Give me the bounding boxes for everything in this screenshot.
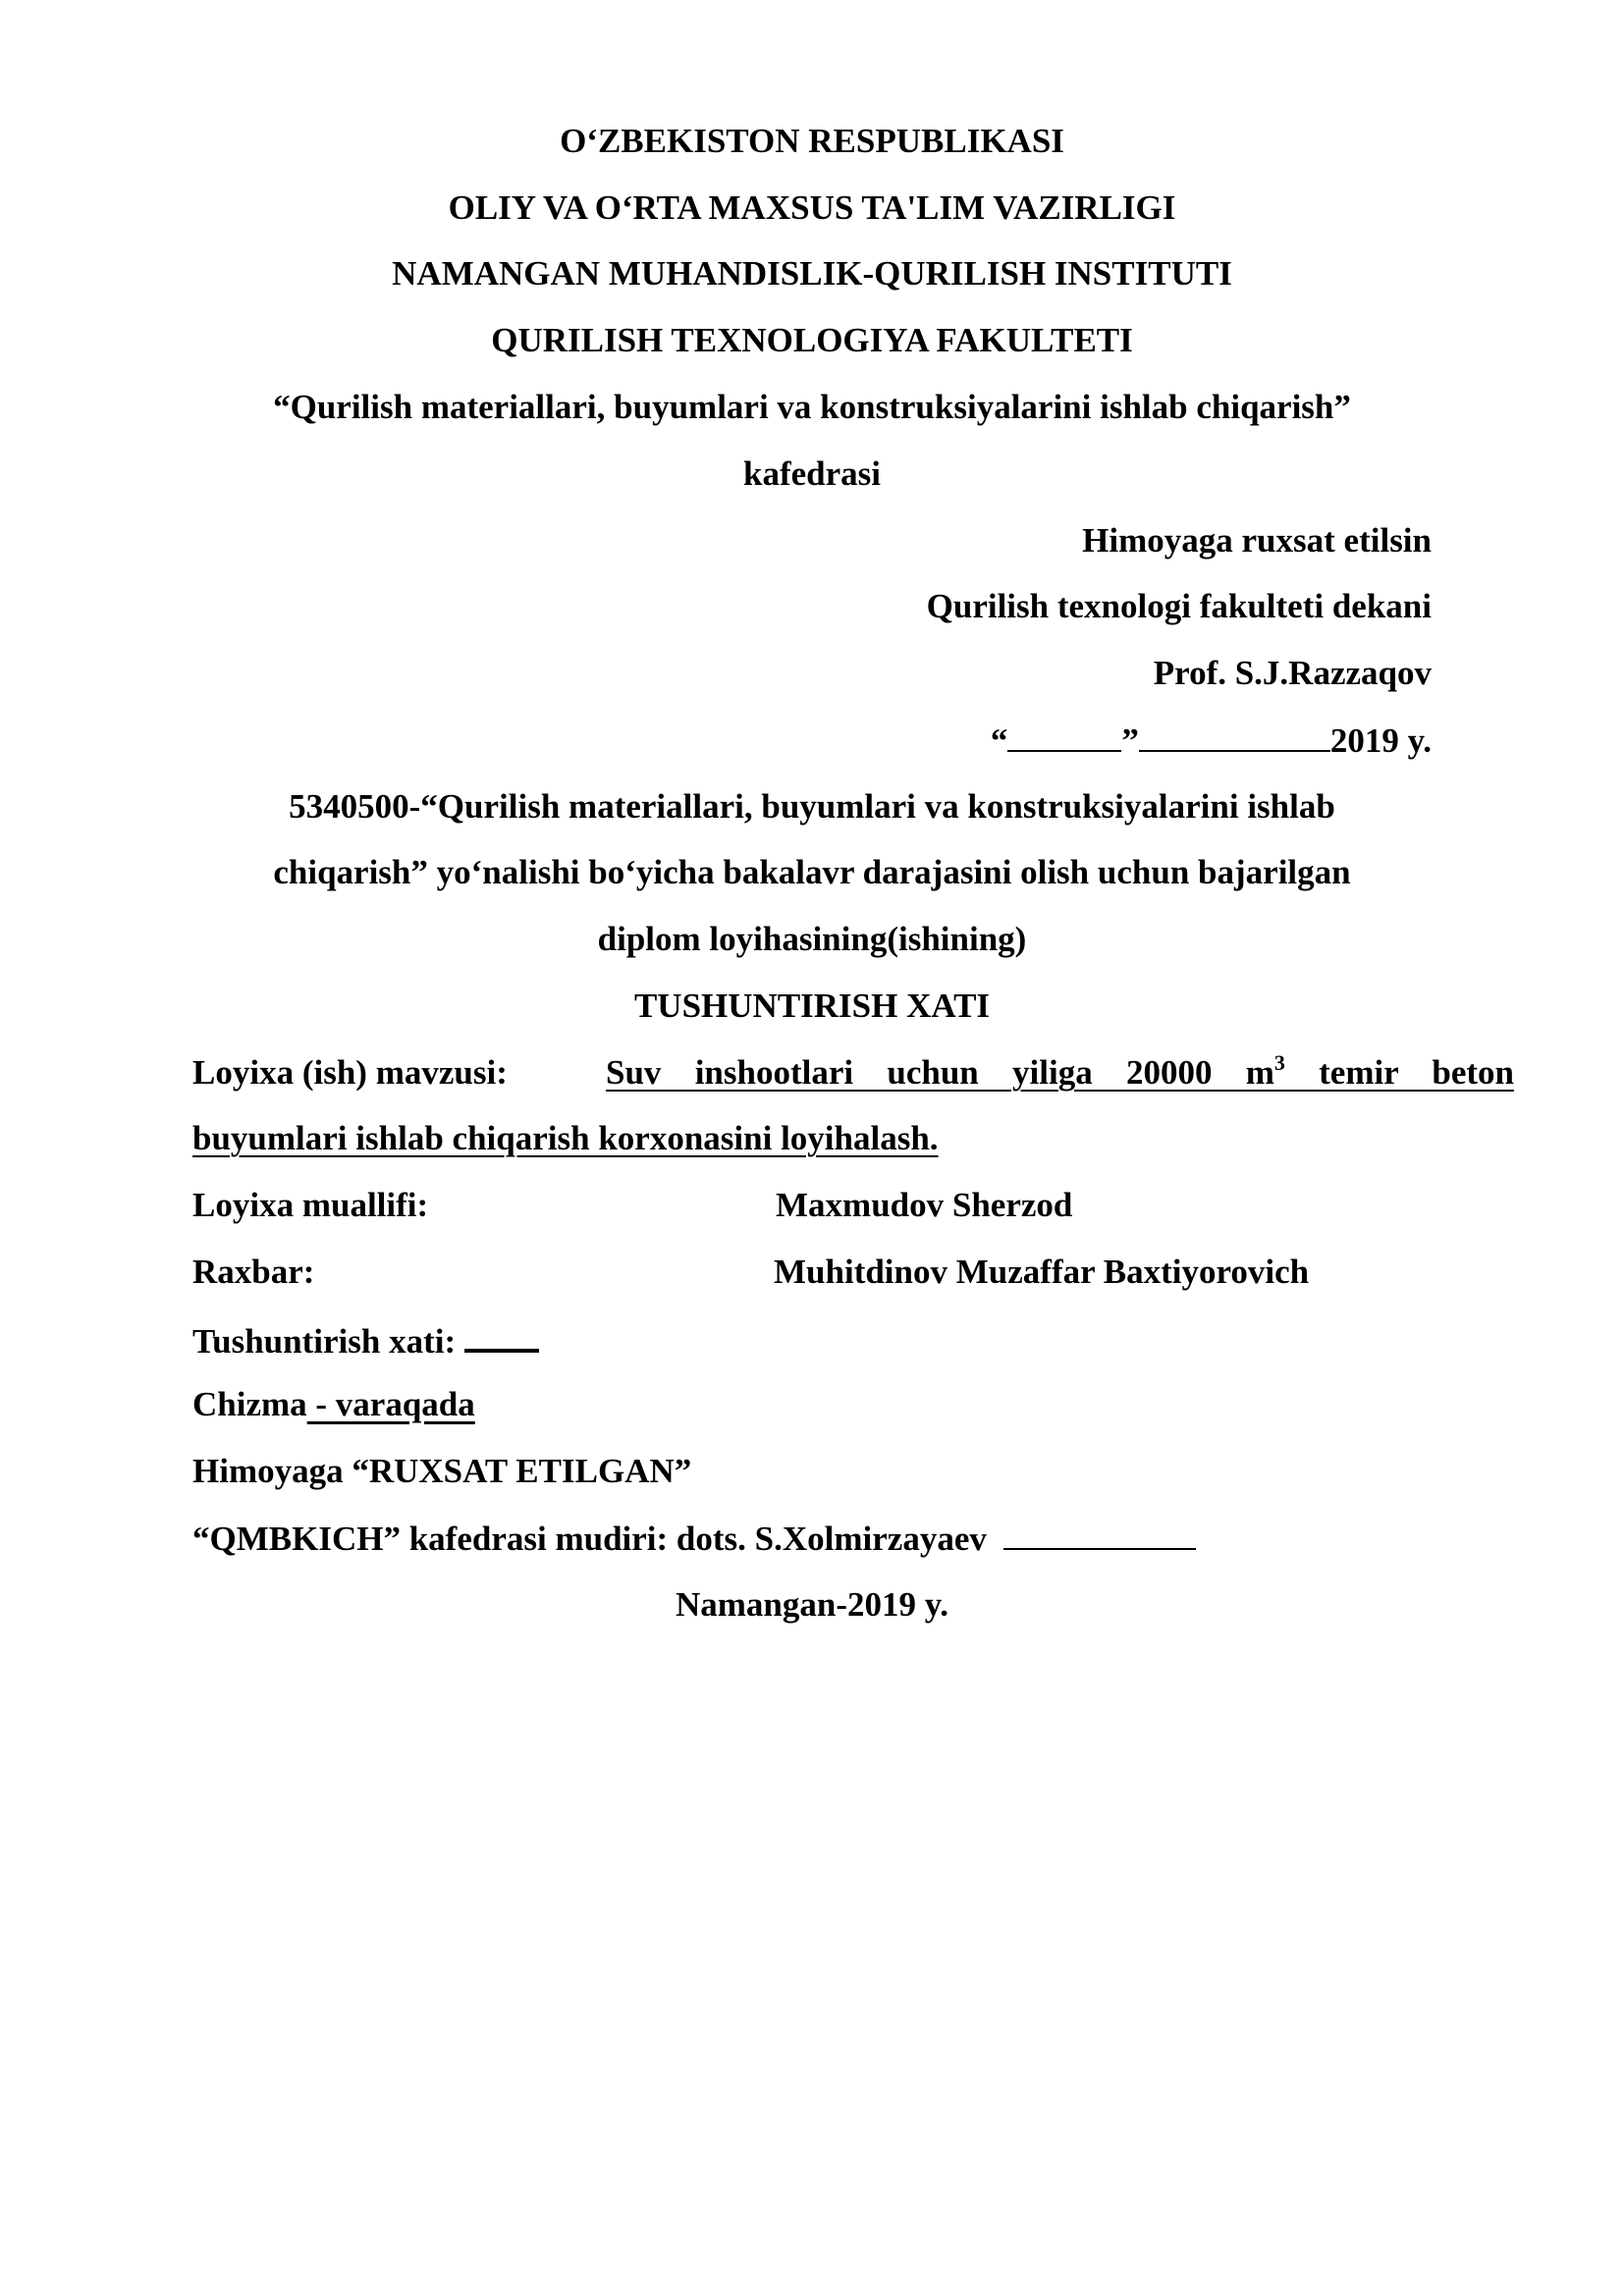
topic-text-line-1: Suv inshootlari uchun yiliga 20000 $m^3$ temir beton (606, 1050, 1514, 1092)
month-blank (1139, 722, 1330, 752)
department-suffix: kafedrasi (743, 454, 881, 493)
drawings-count: Chizma - varaqada (192, 1385, 475, 1423)
ministry-heading: OLIY VA O‘RTA MAXSUS TA'LIM VAZIRLIGI (448, 188, 1176, 227)
head-of-department: “QMBKICH” kafedrasi mudiri: dots. S.Xolmirzayaev (192, 1521, 1196, 1556)
place-and-date: Namangan-2019 y. (675, 1585, 949, 1624)
topic-label: Loyixa (ish) mavzusi: (192, 1053, 508, 1092)
author-value: Maxmudov Sherzod (776, 1186, 1073, 1224)
signature-blank (1003, 1521, 1196, 1550)
approval-date: “ ” 2019 y. (990, 721, 1432, 760)
author-label: Loyixa muallifi: (192, 1186, 429, 1224)
day-blank (1007, 722, 1121, 752)
institute-heading: NAMANGAN MUHANDISLIK-QURILISH INSTITUTI (392, 254, 1232, 293)
approval-permission: Himoyaga ruxsat etilsin (1082, 521, 1432, 560)
supervisor-value: Muhitdinov Muzaffar Baxtiyorovich (774, 1253, 1310, 1291)
defense-approval: Himoyaga “RUXSAT ETILGAN” (192, 1452, 692, 1490)
supervisor-label: Raxbar: (192, 1253, 315, 1291)
specialty-line-3: diplom loyihasining(ishining) (597, 920, 1027, 958)
approval-name: Prof. S.J.Razzaqov (1153, 654, 1432, 692)
republic-heading: O‘ZBEKISTON RESPUBLIKASI (560, 122, 1064, 160)
faculty-heading: QURILISH TEXNOLOGIYA FAKULTETI (491, 321, 1133, 359)
topic-text-line-2: buyumlari ishlab chiqarish korxonasini loyihalash. (192, 1119, 939, 1157)
note-pages: Tushuntirish xati: (192, 1321, 539, 1359)
note-pages-blank (464, 1321, 539, 1353)
specialty-line-1: 5340500-“Qurilish materiallari, buyumlari va konstruksiyalarini ishlab (289, 787, 1335, 826)
specialty-line-2: chiqarish” yo‘nalishi bo‘yicha bakalavr darajasini olish uchun bajarilgan (273, 853, 1351, 891)
document-title: TUSHUNTIRISH XATI (633, 987, 991, 1025)
approval-position: Qurilish texnologi fakulteti dekani (926, 587, 1432, 625)
drawings-count-underlined: - varaqada (306, 1385, 475, 1423)
department-name: “Qurilish materiallari, buyumlari va konstruksiyalarini ishlab chiqarish” (273, 388, 1351, 426)
